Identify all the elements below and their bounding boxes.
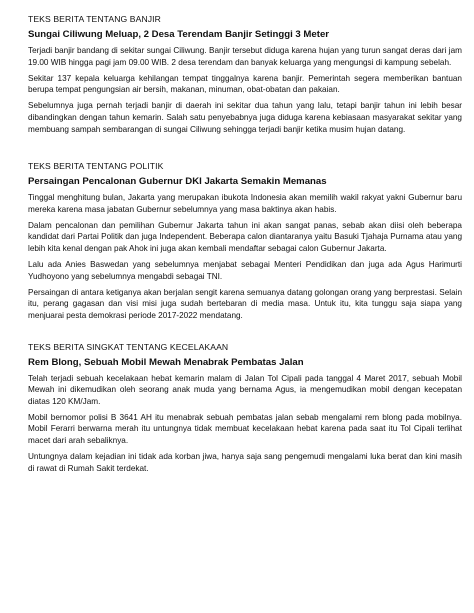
paragraph: Untungnya dalam kejadian ini tidak ada korban jiwa, hanya saja sang pengemudi mengalami luka berat dan kini masih di rawat di Rumah Sakit terdekat. [28, 452, 462, 473]
paragraph: Sebelumnya juga pernah terjadi banjir di daerah ini sekitar dua tahun yang lalu, tetapi banjir tahun ini lebih besar dibandingkan dengan tahun kemarin. Salah satu penyebabnya juga diduga karena kebiasaan masyarakat sekitar yang membuang sampah sembarangan di sungai Ciliwung sehingga terjadi banjir ketika musim hujan datang. [28, 101, 462, 134]
news-section-accident [28, 342, 462, 475]
paragraph: Persaingan di antara ketiganya akan berjalan sengit karena semuanya datang golongan orang yang berprestasi. Selain itu, perang gagasan dan visi misi juga sudah bertebaran di media masa. Untuk itu, kita tunggu saja siapa yang menjuarai pesta demokrasi periode 2017-2022 mendatang. [28, 287, 462, 320]
news-headline: Rem Blong, Sebuah Mobil Mewah Menabrak Pembatas Jalan [28, 356, 304, 368]
news-section-flood [28, 14, 462, 135]
paragraph: Sekitar 137 kepala keluarga kehilangan tempat tinggalnya karena banjir. Pemerintah segera memberikan bantuan berupa tempat pengungsian air bersih, makanan, minuman, obat-obatan dan pakaian. [28, 73, 462, 95]
section-label: TEKS BERITA SINGKAT TENTANG KECELAKAAN [28, 341, 229, 352]
paragraph: Mobil bernomor polisi B 3641 AH itu menabrak sebuah pembatas jalan sebab mengalami rem blong pada mobilnya. Mobil Ferarri berwarna merah itu untungnya tidak membuat kecelakaan hebat karena pada saat itu Tol Cipali terlihat macet dari arah sebaliknya. [28, 412, 462, 446]
paragraph: Tinggal menghitung bulan, Jakarta yang merupakan ibukota Indonesia akan memilih wakil rakyat yakni Gubernur baru mereka karena masa jabatan Gubernur sebelumnya yang masa baktinya akan habis. [28, 193, 462, 214]
section-label: TEKS BERITA TENTANG POLITIK [28, 161, 164, 172]
section-label: TEKS BERITA TENTANG BANJIR [28, 14, 161, 24]
news-headline: Sungai Ciliwung Meluap, 2 Desa Terendam Banjir Setinggi 3 Meter [28, 29, 330, 40]
news-headline: Persaingan Pencalonan Gubernur DKI Jakarta Semakin Memanas [28, 176, 327, 188]
paragraph: Terjadi banjir bandang di sekitar sungai Ciliwung. Banjir tersebut diduga karena hujan yang turun sangat deras dari jam 19.00 WIB hingga pagi jam 09.00 WIB. 2 desa terendam dan banyak keluarga yang mengungsi di kampung sebelah. [28, 46, 462, 67]
news-section-politics [28, 161, 462, 321]
paragraph: Telah terjadi sebuah kecelakaan hebat kemarin malam di Jalan Tol Cipali pada tanggal 4 Maret 2017, sebuah Mobil Mewah ini dikemudikan oleh seorang anak muda yang bernama Agus, ia mengemudikan mobil dengan kecepatan diatas 120 KM/Jam. [28, 373, 462, 406]
paragraph: Dalam pencalonan dan pemilihan Gubernur Jakarta tahun ini akan sangat panas, sebab akan diisi oleh beberapa kandidat dari Partai Politik dan juga Independent. Beberapa calon diantaranya yaitu Basuki Tjahaja Purnama atau yang lebih kita kenal dengan pak Ahok ini juga akan kembali mendaftar sebagai calon Gubernur Jakarta. [28, 220, 462, 254]
paragraph: Lalu ada Anies Baswedan yang sebelumnya menjabat sebagai Menteri Pendidikan dan juga ada Agus Harimurti Yudhoyono yang sebelumnya mengabdi sebagai TNI. [28, 260, 462, 281]
